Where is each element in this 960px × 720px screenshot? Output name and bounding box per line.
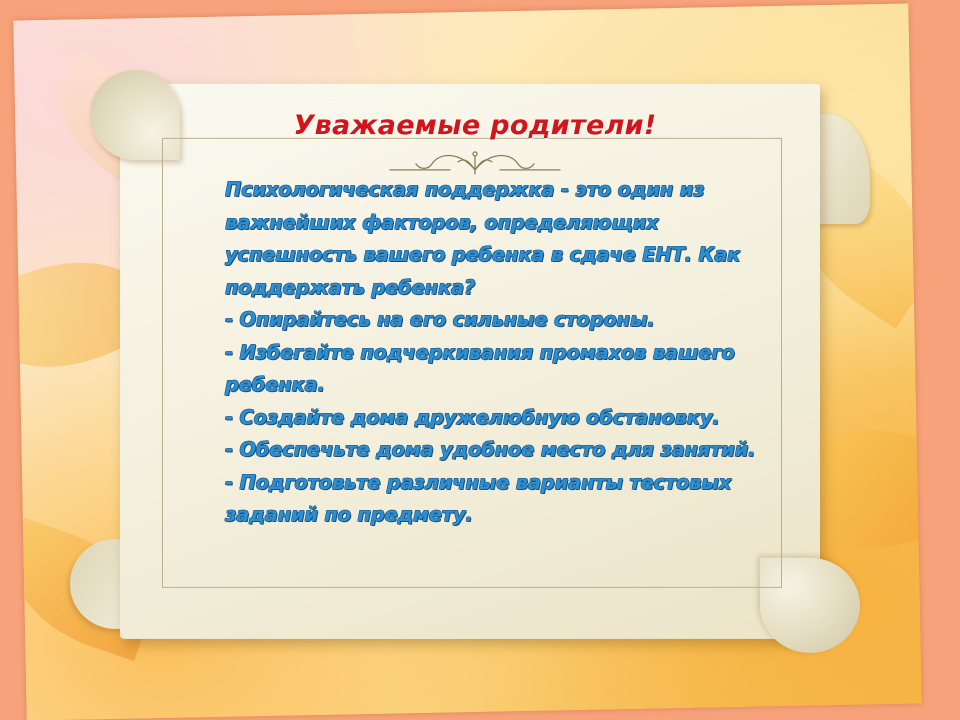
tip-item: - Обеспечьте дома удобное место для занятий. — [224, 437, 756, 461]
intro-paragraph: Психологическая поддержка - это один из важнейших факторов, определяющих успешность вашего ребенка в сдаче ЕНТ. Как поддержать ребенка? — [224, 177, 741, 299]
tip-item: - Избегайте подчеркивания промахов вашего ребенка. — [224, 340, 735, 396]
paper-scroll — [90, 74, 860, 649]
autumn-card — [13, 3, 921, 720]
tip-item: - Опирайтесь на его сильные стороны. — [224, 307, 655, 331]
slide-title: Уважаемые родители! — [293, 109, 657, 141]
tip-item: - Создайте дома дружелюбную обстановку. — [224, 405, 720, 429]
tip-item: - Подготовьте различные варианты тестовых заданий по предмету. — [224, 470, 732, 526]
advice-text — [225, 174, 785, 532]
